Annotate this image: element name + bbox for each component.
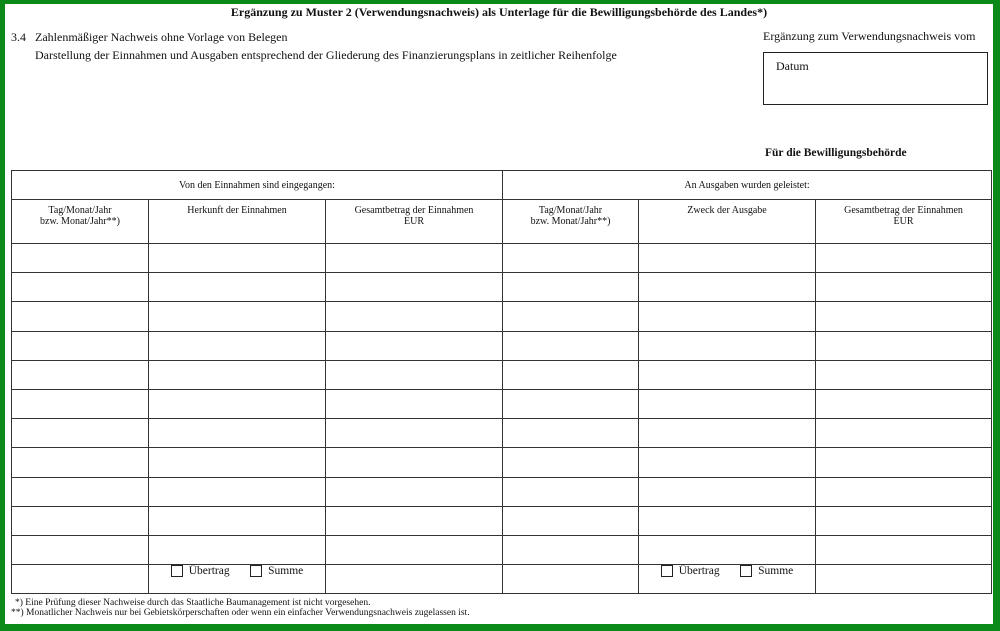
entry-cell[interactable] (816, 448, 992, 477)
expense-sum-checkbox[interactable] (740, 565, 752, 577)
entry-cell[interactable] (816, 273, 992, 302)
expense-total-line1: Gesamtbetrag der Einnahmen (844, 205, 963, 216)
entry-cell[interactable] (816, 389, 992, 418)
expense-group-header: An Ausgaben wurden geleistet: (503, 171, 992, 200)
income-date-header (12, 200, 149, 244)
entry-cell[interactable] (816, 302, 992, 331)
entry-cell[interactable] (12, 535, 149, 564)
entry-cell[interactable] (149, 302, 326, 331)
income-total-header (326, 200, 503, 244)
entry-cell[interactable] (12, 389, 149, 418)
expense-sum-option[interactable] (740, 565, 793, 577)
income-group-header: Von den Einnahmen sind eingegangen: (12, 171, 503, 200)
income-date-line2: bzw. Monat/Jahr**) (40, 216, 120, 227)
entry-cell[interactable] (503, 331, 639, 360)
expense-checkbox-cell (639, 565, 816, 594)
entry-cell[interactable] (149, 448, 326, 477)
entry-cell[interactable] (326, 302, 503, 331)
entry-cell[interactable] (639, 448, 816, 477)
authority-label: Für die Bewilligungsbehörde (765, 147, 907, 159)
statement-table (11, 170, 992, 594)
income-carry-option[interactable] (171, 565, 230, 577)
origin-header: Herkunft der Einnahmen (149, 200, 326, 244)
expense-carry-label: Übertrag (678, 565, 720, 578)
entry-cell[interactable] (816, 419, 992, 448)
table-row (12, 477, 992, 506)
entry-cell[interactable] (12, 360, 149, 389)
entry-cell[interactable] (816, 535, 992, 564)
entry-cell[interactable] (149, 244, 326, 273)
entry-cell[interactable] (12, 302, 149, 331)
entry-cell[interactable] (12, 273, 149, 302)
entry-cell[interactable] (503, 419, 639, 448)
table-row (12, 535, 992, 564)
form-title: Ergänzung zu Muster 2 (Verwendungsnachweis) als Unterlage für die Bewilligungsbehörde des Landes*) (230, 5, 768, 19)
income-carry-label: Übertrag (188, 565, 230, 578)
entry-cell[interactable] (149, 506, 326, 535)
entry-cell[interactable] (149, 389, 326, 418)
entry-cell[interactable] (816, 244, 992, 273)
date-field[interactable] (763, 52, 988, 105)
table-row (12, 302, 992, 331)
footnote-2: **) Monatlicher Nachweis nur bei Gebietskörperschaften oder wenn ein einfacher Verwendungsnachweis zugelassen ist. (11, 608, 470, 618)
table-row (12, 419, 992, 448)
summary-cell[interactable] (503, 565, 639, 594)
income-sum-label: Summe (268, 565, 304, 578)
expense-date-line1: Tag/Monat/Jahr (538, 205, 603, 216)
entry-cell[interactable] (503, 477, 639, 506)
section-number: 3.4 (11, 30, 26, 44)
income-carry-checkbox[interactable] (171, 565, 183, 577)
income-sum-option[interactable] (250, 565, 303, 577)
income-sum-checkbox[interactable] (250, 565, 262, 577)
entry-cell[interactable] (326, 389, 503, 418)
entry-cell[interactable] (149, 273, 326, 302)
entry-cell[interactable] (12, 331, 149, 360)
supplement-label: Ergänzung zum Verwendungsnachweis vom (763, 29, 976, 43)
date-label: Datum (776, 59, 809, 73)
entry-cell[interactable] (326, 448, 503, 477)
expense-carry-checkbox[interactable] (661, 565, 673, 577)
entry-cell[interactable] (503, 360, 639, 389)
section-subtitle: Darstellung der Einnahmen und Ausgaben entsprechend der Gliederung des Finanzierungsplans in zeitlicher Reihenfolge (35, 48, 617, 62)
entry-cell[interactable] (149, 360, 326, 389)
entry-cell[interactable] (639, 360, 816, 389)
table-row (12, 360, 992, 389)
form-page (5, 4, 993, 624)
entry-cell[interactable] (816, 331, 992, 360)
entry-cell[interactable] (326, 506, 503, 535)
entry-cell[interactable] (639, 244, 816, 273)
entry-cell[interactable] (326, 360, 503, 389)
entry-cell[interactable] (326, 535, 503, 564)
entry-rows (12, 244, 992, 565)
entry-cell[interactable] (639, 302, 816, 331)
entry-cell[interactable] (326, 273, 503, 302)
entry-cell[interactable] (503, 535, 639, 564)
purpose-header: Zweck der Ausgabe (639, 200, 816, 244)
entry-cell[interactable] (12, 244, 149, 273)
table-row (12, 448, 992, 477)
entry-cell[interactable] (326, 331, 503, 360)
entry-cell[interactable] (12, 506, 149, 535)
entry-cell[interactable] (639, 331, 816, 360)
entry-cell[interactable] (12, 419, 149, 448)
table-row (12, 244, 992, 273)
expense-sum-label: Summe (758, 565, 794, 578)
entry-cell[interactable] (149, 331, 326, 360)
entry-cell[interactable] (639, 506, 816, 535)
expense-total-header (816, 200, 992, 244)
table-row (12, 331, 992, 360)
expense-date-line2: bzw. Monat/Jahr**) (530, 216, 611, 227)
entry-cell[interactable] (639, 477, 816, 506)
table-row (12, 506, 992, 535)
entry-cell[interactable] (503, 389, 639, 418)
summary-row (12, 565, 992, 594)
entry-cell[interactable] (12, 448, 149, 477)
expense-date-header (503, 200, 639, 244)
summary-cell[interactable] (12, 565, 149, 594)
entry-cell[interactable] (326, 477, 503, 506)
entry-cell[interactable] (149, 535, 326, 564)
footnote-1: *) Eine Prüfung dieser Nachweise durch das Staatliche Baumanagement ist nicht vorgesehen. (15, 598, 371, 608)
entry-cell[interactable] (816, 360, 992, 389)
entry-cell[interactable] (326, 419, 503, 448)
income-checkbox-cell (149, 565, 326, 594)
entry-cell[interactable] (503, 273, 639, 302)
entry-cell[interactable] (639, 273, 816, 302)
entry-cell[interactable] (639, 419, 816, 448)
entry-cell[interactable] (503, 448, 639, 477)
entry-cell[interactable] (326, 244, 503, 273)
section-title: Zahlenmäßiger Nachweis ohne Vorlage von Belegen (35, 30, 288, 44)
entry-cell[interactable] (503, 302, 639, 331)
income-total-unit: EUR (404, 216, 424, 227)
entry-cell[interactable] (816, 477, 992, 506)
entry-cell[interactable] (12, 477, 149, 506)
table-row (12, 389, 992, 418)
entry-cell[interactable] (639, 389, 816, 418)
entry-cell[interactable] (639, 535, 816, 564)
expense-total-unit: EUR (893, 216, 914, 227)
entry-cell[interactable] (149, 477, 326, 506)
entry-cell[interactable] (816, 506, 992, 535)
income-total-line1: Gesamtbetrag der Einnahmen (354, 205, 474, 216)
entry-cell[interactable] (149, 419, 326, 448)
table-row (12, 273, 992, 302)
expense-carry-option[interactable] (661, 565, 720, 577)
entry-cell[interactable] (503, 244, 639, 273)
entry-cell[interactable] (503, 506, 639, 535)
summary-cell[interactable] (326, 565, 503, 594)
summary-cell[interactable] (816, 565, 992, 594)
income-date-line1: Tag/Monat/Jahr (48, 205, 112, 216)
